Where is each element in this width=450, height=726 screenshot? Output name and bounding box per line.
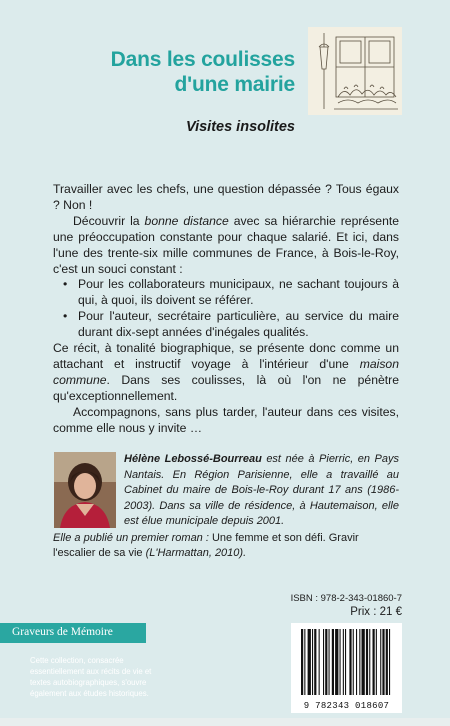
barcode-bar: [335, 629, 338, 695]
barcode-bar: [382, 629, 384, 695]
barcode-bar: [349, 629, 351, 695]
barcode-bar: [356, 629, 357, 695]
blurb-paragraph-1: Travailler avec les chefs, une question dépassée ? Tous égaux ? Non !: [53, 182, 399, 212]
collection-name: Graveurs de Mémoire: [12, 626, 113, 638]
barcode-bar: [304, 629, 305, 695]
title-line-2: d'une mairie: [174, 73, 295, 96]
previous-work-publisher: (L'Harmattan, 2010).: [145, 547, 247, 559]
blurb-p3-emphasis: maison commune: [53, 356, 399, 387]
barcode-bar: [359, 629, 360, 695]
blurb-paragraph-3: [53, 341, 399, 405]
author-previous-work: [53, 531, 399, 562]
barcode: [291, 623, 402, 713]
barcode-bar: [325, 629, 327, 695]
book-subtitle: Visites insolites: [185, 119, 295, 135]
previous-work-title: Une femme et son défi. Gravir l'escalier de sa vie: [53, 531, 359, 559]
author-bio-text: est née à Pierric, en Pays Nantais. En Région Parisienne, elle a travaillé au Cabinet du maire de Bois-le-Roy durant 17 ans (1986-2003). Dans sa ville de résidence, à Hautemaison, elle est élue municipale depuis 2001.: [124, 453, 399, 527]
isbn: ISBN : 978-2-343-01860-7: [290, 593, 402, 604]
book-title: [80, 47, 295, 97]
blurb-p2-emphasis: bonne distance: [144, 213, 229, 228]
window-lantern-sketch: [308, 27, 402, 115]
barcode-bar: [369, 629, 370, 695]
barcode-bar: [373, 629, 375, 695]
blurb-paragraph-4: Accompagnons, sans plus tarder, l'auteur dans ces visites, comme elle nous y invite …: [53, 404, 399, 435]
collection-description: Cette collection, consacrée essentiellement aux récits de vie et textes autobiographiques, s'ouvre également aux études historiques.: [30, 656, 152, 698]
barcode-bar: [314, 629, 316, 695]
barcode-bar: [312, 629, 313, 695]
price: Prix : 21 €: [350, 606, 402, 618]
blurb-bullet-2: • Pour l'auteur, secrétaire particulière, au service du maire durant dix-sept années d'inégales qualités.: [53, 309, 399, 341]
blurb-p2-start: Découvrir la: [73, 213, 145, 228]
barcode-number: 9 782343 018607: [303, 701, 390, 711]
barcode-bar: [366, 629, 368, 695]
author-bio-main: [124, 452, 399, 530]
blurb-p2-end: avec sa hiérarchie représente une préoccupation constante pour chaque salarié. Et ici, dans l'une des trente-six mille communes de France, à Bois-le-Roy, c'est un souci constant :: [53, 213, 400, 276]
barcode-bar: [308, 629, 311, 695]
barcode-bar: [319, 629, 320, 695]
barcode-bars: [291, 623, 402, 701]
collection-banner: [0, 623, 146, 643]
author-bio: [53, 452, 399, 562]
barcode-bar: [380, 629, 381, 695]
barcode-bar: [301, 629, 303, 695]
blurb-bullet-list: [53, 277, 399, 341]
barcode-bar: [386, 629, 388, 695]
title-line-1: Dans les coulisses: [110, 48, 295, 71]
blurb-p3-end: . Dans ses coulisses, là où l'on ne pénètre qu'exceptionnellement.: [53, 372, 399, 403]
blurb: [53, 182, 399, 437]
barcode-bar: [353, 629, 354, 695]
barcode-bar: [323, 629, 324, 695]
barcode-bar: [376, 629, 377, 695]
barcode-bar: [340, 629, 341, 695]
barcode-bar: [345, 629, 346, 695]
blurb-bullet-1: • Pour les collaborateurs municipaux, ne sachant toujours à qui, à quoi, ils doivent se référer.: [53, 277, 399, 309]
barcode-bar: [329, 629, 330, 695]
author-name: Hélène Lebossé-Bourreau: [124, 453, 262, 465]
bottom-strip: [0, 718, 450, 726]
barcode-bar: [389, 629, 390, 695]
blurb-p3-start: Ce récit, à tonalité biographique, se présente donc comme un attachant et instructif voyage à l'intérieur d'une: [53, 341, 399, 371]
blurb-paragraph-2: [53, 214, 399, 278]
previous-work-intro: Elle a publié un premier roman :: [53, 531, 212, 544]
barcode-bar: [343, 629, 344, 695]
barcode-bar: [362, 629, 365, 695]
barcode-bar: [332, 629, 334, 695]
